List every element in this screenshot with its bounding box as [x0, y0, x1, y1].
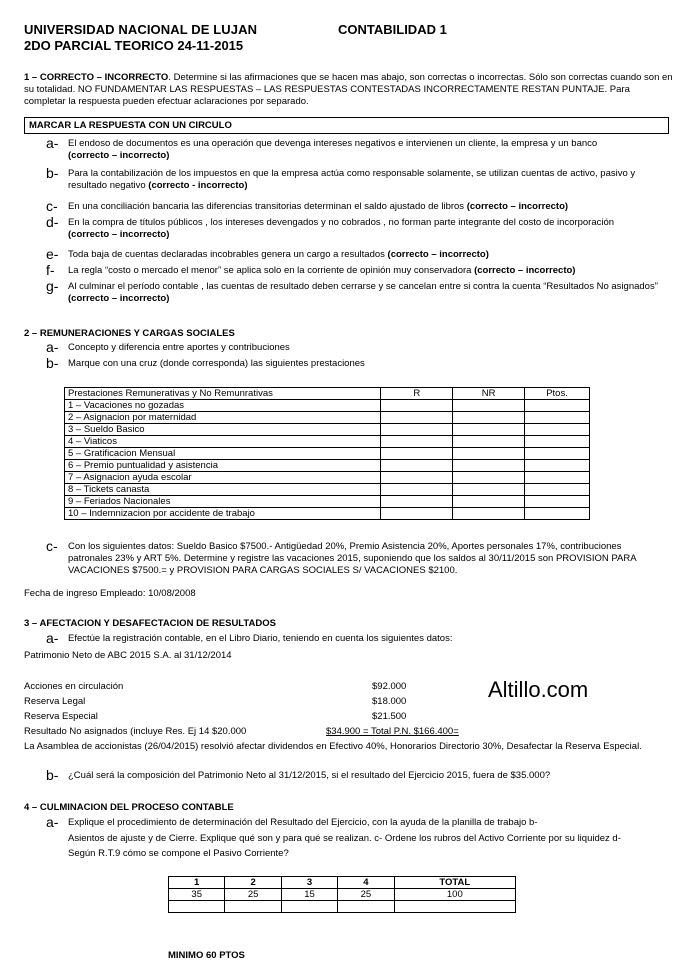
pn-row-label: Resultado No asignados (incluye Res. Ej 14 $20.000: [24, 726, 247, 737]
pn-row-amount: $21.500: [372, 711, 407, 722]
ptos-cell: [525, 496, 590, 508]
score-value: 25: [338, 889, 394, 901]
item-letter: e-: [46, 246, 59, 262]
r-cell[interactable]: [381, 472, 453, 484]
score-table: [168, 876, 516, 913]
table-header: Prestaciones Remunerativas y No Remunrativas: [65, 388, 381, 400]
university-title: UNIVERSIDAD NACIONAL DE LUJAN: [24, 22, 258, 37]
table-row: [65, 496, 590, 508]
pn-row-label: Acciones en circulación: [24, 681, 124, 692]
table-header-row: [65, 388, 590, 400]
item-letter: b-: [46, 767, 59, 783]
item-letter: f-: [46, 262, 55, 278]
section1-intro-b: PUNTAJE: [561, 83, 605, 95]
item-text: Toda baja de cuentas declaradas incobrables genera un cargo a resultados: [68, 249, 388, 260]
answer-choice: (correcto – incorrecto): [466, 201, 569, 212]
table-row: [65, 472, 590, 484]
score-blank[interactable]: [225, 901, 281, 913]
table-row: [65, 448, 590, 460]
r-cell[interactable]: [381, 424, 453, 436]
item-text: El endoso de documentos es una operación que devenga intereses negativos e intervienen un cliente, la empresa y un banco: [68, 138, 598, 149]
pn-line: Patrimonio Neto de ABC 2015 S.A. al 31/12/2014: [24, 650, 232, 661]
section4-line2: Asientos de ajuste y de Cierre. Explique qué son y para qué se realizan. c- Ordene los rubros del Activo Corriente por su liquidez d-: [68, 833, 621, 844]
nr-cell[interactable]: [453, 460, 525, 472]
table-cell: 9 – Feriados Nacionales: [65, 496, 381, 508]
section1-intro-a: . Determine si las afirmaciones que se hacen mas abajo, son correctas o incorrectas. Sólo son correctas cuando son en su totalidad. NO FUNDAMENTAR LAS RESPUESTAS – LAS RESPUESTAS CONTESTADAS INCORRECTAMENTE RESTAN: [24, 72, 673, 95]
answer-choice: (correcto – incorrecto): [387, 249, 489, 260]
item-letter: a-: [46, 814, 59, 830]
item-letter: g-: [46, 278, 59, 294]
ptos-cell: [525, 508, 590, 520]
answer-choice: (correcto – incorrecto): [474, 265, 576, 276]
exam-title: 2DO PARCIAL TEORICO 24-11-2015: [24, 38, 244, 53]
answer-choice: (correcto – incorrecto): [68, 292, 170, 304]
score-value: 35: [169, 889, 225, 901]
score-value: 25: [225, 889, 281, 901]
item-text: La regla “costo o mercado el menor” se aplica solo en la corriente de opinión muy conservadora: [68, 265, 475, 276]
table-cell: 10 – Indemnizacion por accidente de trabajo: [65, 508, 381, 520]
section3-title: 3 – AFECTACION Y DESAFECTACION DE RESULTADOS: [24, 618, 276, 629]
table-header: NR: [453, 388, 525, 400]
ptos-cell: [525, 484, 590, 496]
score-blank[interactable]: [338, 901, 394, 913]
table-row: [65, 400, 590, 412]
ptos-cell: [525, 424, 590, 436]
pn-total: $34.900 = Total P.N. $166.400=: [326, 726, 459, 737]
nr-cell[interactable]: [453, 412, 525, 424]
score-value: 15: [281, 889, 337, 901]
nr-cell[interactable]: [453, 496, 525, 508]
score-empty-row: [169, 901, 516, 913]
score-blank[interactable]: [169, 901, 225, 913]
score-header: 1: [169, 877, 225, 889]
table-row: [65, 424, 590, 436]
score-header: TOTAL: [394, 877, 515, 889]
table-cell: 7 – Asignacion ayuda escolar: [65, 472, 381, 484]
item-letter: a-: [46, 339, 59, 355]
nr-cell[interactable]: [453, 436, 525, 448]
r-cell[interactable]: [381, 412, 453, 424]
item-text: Marque con una cruz (donde corresponda) las siguientes prestaciones: [68, 358, 365, 369]
r-cell[interactable]: [381, 484, 453, 496]
nr-cell[interactable]: [453, 448, 525, 460]
answer-choice: (correcto – incorrecto): [68, 149, 170, 161]
table-cell: 4 – Viaticos: [65, 436, 381, 448]
item-letter: b-: [46, 355, 59, 371]
minimo-puntos: MINIMO 60 PTOS: [168, 950, 245, 961]
answer-choice: (correcto – incorrecto): [68, 228, 170, 240]
table-row: [65, 484, 590, 496]
score-blank[interactable]: [281, 901, 337, 913]
ptos-cell: [525, 472, 590, 484]
r-cell[interactable]: [381, 508, 453, 520]
item-letter: a-: [46, 630, 59, 646]
section1-title: 1 – CORRECTO – INCORRECTO: [24, 72, 169, 83]
item-text: Concepto y diferencia entre aportes y contribuciones: [68, 342, 290, 353]
r-cell[interactable]: [381, 448, 453, 460]
item-letter: b-: [46, 165, 59, 181]
pn-row-amount: $18.000: [372, 696, 407, 707]
table-row: [65, 436, 590, 448]
r-cell[interactable]: [381, 496, 453, 508]
score-header: 3: [281, 877, 337, 889]
fecha-ingreso: Fecha de ingreso Empleado: 10/08/2008: [24, 588, 196, 599]
pn-row-label: Reserva Legal: [24, 696, 86, 707]
subject-title: CONTABILIDAD 1: [338, 22, 447, 37]
nr-cell[interactable]: [453, 484, 525, 496]
item-text: Explique el procedimiento de determinación del Resultado del Ejercicio, con la ayuda de la planilla de trabajo b-: [68, 817, 538, 828]
r-cell[interactable]: [381, 400, 453, 412]
ptos-cell: [525, 448, 590, 460]
item-letter: a-: [46, 135, 59, 151]
score-values-row: [169, 889, 516, 901]
item-text: En la compra de títulos públicos , los intereses devengados y no cobrados , no forman parte integrante del costo de incorporación: [68, 217, 615, 228]
table-cell: 1 – Vacaciones no gozadas: [65, 400, 381, 412]
item-text: En una conciliación bancaria las diferencias transitorias determinan el saldo ajustado de libros: [68, 201, 467, 212]
item-text: Al culminar el período contable , las cuentas de resultado deben cerrarse y se cancelan entre si contra la cuenta “Resultados No asignados”: [68, 281, 658, 292]
score-header: 2: [225, 877, 281, 889]
r-cell[interactable]: [381, 436, 453, 448]
ptos-cell: [525, 436, 590, 448]
section1-intro-c: . Para completar la respuesta pueden efectuar aclaraciones por separado.: [24, 83, 630, 107]
score-value: 100: [394, 889, 515, 901]
table-row: [65, 460, 590, 472]
nr-cell[interactable]: [453, 424, 525, 436]
nr-cell[interactable]: [453, 472, 525, 484]
nr-cell[interactable]: [453, 400, 525, 412]
table-header: Ptos.: [525, 388, 590, 400]
score-header: 4: [338, 877, 394, 889]
pn-row-amount: $92.000: [372, 681, 407, 692]
item-letter: c-: [46, 198, 58, 214]
table-row: [65, 508, 590, 520]
nr-cell[interactable]: [453, 508, 525, 520]
altillo-watermark: Altillo.com: [488, 677, 589, 702]
section4-title: 4 – CULMINACION DEL PROCESO CONTABLE: [24, 802, 234, 813]
section1-intro: [24, 72, 674, 108]
score-blank[interactable]: [394, 901, 515, 913]
table-cell: 6 – Premio puntualidad y asistencia: [65, 460, 381, 472]
ptos-cell: [525, 412, 590, 424]
prestaciones-table: [64, 387, 590, 520]
pn-row-label: Reserva Especial: [24, 711, 98, 722]
instruction-box: [24, 117, 669, 134]
table-cell: 8 – Tickets canasta: [65, 484, 381, 496]
table-row: [65, 412, 590, 424]
ptos-cell: [525, 400, 590, 412]
item-letter: d-: [46, 214, 59, 230]
ptos-cell: [525, 460, 590, 472]
instruction-box-label: MARCAR LA RESPUESTA CON UN CIRCULO: [29, 120, 232, 131]
table-header: R: [381, 388, 453, 400]
item-text: ¿Cuál será la composición del Patrimonio Neto al 31/12/2015, si el resultado del Ejercicio 2015, fuera de $35.000?: [68, 770, 551, 781]
item-text: Con los siguientes datos: Sueldo Basico $7500.- Antigüedad 20%, Premio Asistencia 20%, Aportes personales 17%, contribuciones patronales 23% y ART 5%. Determine y registre las vacaciones 2015, suponiendo que los saldos al 30/11/2015 son PROVISION PARA VACACIONES $7500.= y PROVISION PARA CARGAS SOCIALES S/ VACACIONES $2100.: [68, 541, 637, 576]
table-cell: 2 – Asignacion por maternidad: [65, 412, 381, 424]
section4-line3: Según R.T.9 cómo se compone el Pasivo Corriente?: [68, 848, 289, 859]
asamblea-text: La Asamblea de accionistas (26/04/2015) resolvió afectar dividendos en Efectivo 40%, Honorarios Directorio 30%, Desafectar la Reserva Especial.: [24, 741, 642, 752]
item-text: Efectúe la registración contable, en el Libro Diario, teniendo en cuenta los siguientes datos:: [68, 633, 453, 644]
answer-choice: (correcto - incorrecto): [148, 179, 248, 191]
section2-title: 2 – REMUNERACIONES Y CARGAS SOCIALES: [24, 328, 235, 339]
item-text: Para la contabilización de los impuestos en que la empresa actúa como responsable solamente, se utilizan cuentas de activo, pasivo y resultado negativo: [68, 168, 636, 191]
table-cell: 3 – Sueldo Basico: [65, 424, 381, 436]
score-header-row: [169, 877, 516, 889]
item-letter: c-: [46, 538, 58, 554]
table-cell: 5 – Gratificacion Mensual: [65, 448, 381, 460]
r-cell[interactable]: [381, 460, 453, 472]
